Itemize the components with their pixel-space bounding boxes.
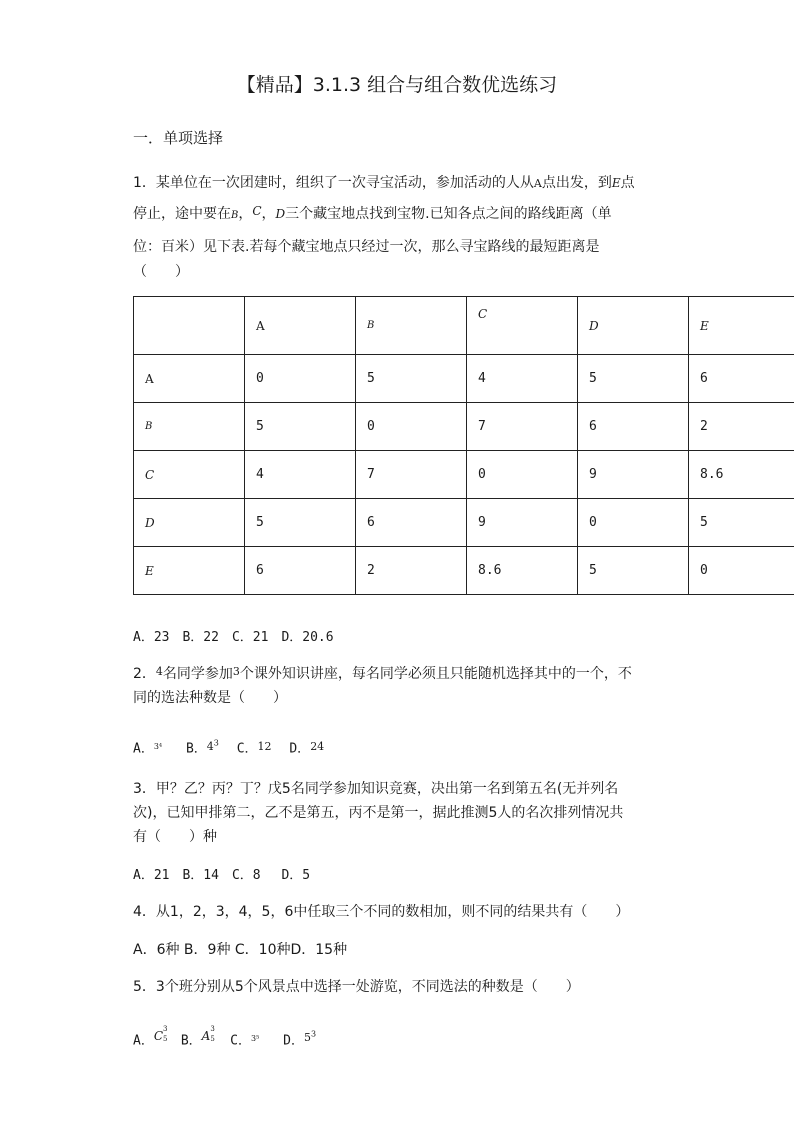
q2-value: 3 bbox=[232, 665, 240, 678]
table-header-row bbox=[134, 297, 794, 355]
table-cell: 0 bbox=[245, 355, 356, 403]
q3-options: A．21 B．14 C．8 D．5 bbox=[133, 868, 311, 883]
q4-line-1: 4．从1，2，3，4，5，6中任取三个不同的数相加，则不同的结果共有（ ） bbox=[133, 904, 630, 920]
option-value bbox=[201, 1025, 217, 1043]
q4-options: A．6种 B．9种 C．10种D．15种 bbox=[133, 942, 348, 958]
table-cell: 5 bbox=[245, 403, 356, 451]
table-cell: 0 bbox=[578, 499, 689, 547]
table-cell: 8.6 bbox=[467, 547, 578, 595]
table-cell: 6 bbox=[689, 355, 794, 403]
table-cell: 0 bbox=[689, 547, 794, 595]
point-b: B bbox=[231, 210, 239, 221]
q1-line-1 bbox=[133, 173, 635, 194]
option-value bbox=[207, 740, 219, 753]
table-cell: 4 bbox=[467, 355, 578, 403]
q5-line-1: 5．3个班分别从5个风景点中选择一处游览，不同选法的种数是（ ） bbox=[133, 979, 580, 995]
option-value: 12 bbox=[257, 739, 272, 753]
option-value: 24 bbox=[310, 739, 325, 753]
table-header-cell: E bbox=[689, 297, 794, 355]
row-label: A bbox=[134, 355, 245, 403]
option-label: D． bbox=[283, 1033, 304, 1049]
q1-text: 停止，途中要在 bbox=[133, 206, 231, 222]
section-heading: 一．单项选择 bbox=[133, 129, 224, 147]
q2-line-2: 同的选法种数是（ ） bbox=[133, 690, 287, 706]
option-base: 5 bbox=[303, 1030, 311, 1044]
table-header-cell: B bbox=[356, 297, 467, 355]
table-cell: 5 bbox=[578, 547, 689, 595]
q3-line-2: 次)，已知甲排第二，乙不是第五，丙不是第一，据此推测5人的名次排列情况共 bbox=[133, 805, 624, 821]
q1-text: 点 bbox=[620, 175, 635, 191]
table-cell: 9 bbox=[578, 451, 689, 499]
table-cell: 9 bbox=[467, 499, 578, 547]
distance-table bbox=[133, 296, 794, 595]
table-cell: 8.6 bbox=[689, 451, 794, 499]
table-cell: 7 bbox=[467, 403, 578, 451]
option-superscript: 3 bbox=[163, 1025, 168, 1033]
point-e: E bbox=[611, 176, 621, 190]
option-label: A． bbox=[133, 1033, 154, 1049]
table-row bbox=[134, 499, 794, 547]
option-value: 3⁵ bbox=[251, 1033, 260, 1043]
option-subscript: 5 bbox=[163, 1035, 168, 1043]
option-base: A bbox=[201, 1028, 211, 1043]
row-label: D bbox=[134, 499, 245, 547]
table-cell: 7 bbox=[356, 451, 467, 499]
separator: ， bbox=[238, 206, 253, 222]
q5-options bbox=[133, 1025, 317, 1053]
option-label: B． bbox=[180, 1033, 202, 1049]
table-cell: 2 bbox=[689, 403, 794, 451]
option-superscript: 3 bbox=[210, 1025, 215, 1033]
table-cell: 6 bbox=[356, 499, 467, 547]
separator: ， bbox=[261, 206, 276, 222]
table-cell bbox=[134, 297, 245, 355]
q2-line-1 bbox=[133, 664, 632, 685]
q1-line-3: 位：百米）见下表.若每个藏宝地点只经过一次，那么寻宝路线的最短距离是 bbox=[133, 239, 600, 255]
table-row bbox=[134, 451, 794, 499]
option-label: B． bbox=[185, 741, 207, 757]
point-d: D bbox=[275, 207, 286, 221]
table-cell: 6 bbox=[578, 403, 689, 451]
q1-text: 点出发，到 bbox=[541, 175, 612, 191]
q1-line-4: （ ） bbox=[133, 264, 189, 280]
point-a: A bbox=[533, 177, 542, 190]
table-row bbox=[134, 547, 794, 595]
table-cell: 5 bbox=[245, 499, 356, 547]
option-value: 3⁴ bbox=[153, 741, 163, 751]
table-cell: 0 bbox=[356, 403, 467, 451]
option-exponent: 3 bbox=[213, 738, 219, 747]
option-label: C． bbox=[230, 1033, 251, 1049]
row-label: C bbox=[134, 451, 245, 499]
q3-line-3: 有（ ）种 bbox=[133, 829, 217, 845]
table-header-cell: C bbox=[467, 297, 578, 355]
row-label: B bbox=[134, 403, 245, 451]
row-label: E bbox=[134, 547, 245, 595]
table-cell: 5 bbox=[578, 355, 689, 403]
option-label: D． bbox=[289, 741, 311, 757]
table-header-cell: D bbox=[578, 297, 689, 355]
table-header-cell: A bbox=[245, 297, 356, 355]
option-base: 4 bbox=[206, 739, 214, 753]
table-cell: 6 bbox=[245, 547, 356, 595]
table-row bbox=[134, 403, 794, 451]
option-exponent: 3 bbox=[310, 1029, 317, 1038]
q3-line-1: 3．甲？乙？丙？丁？戊5名同学参加知识竞赛，决出第一名到第五名(无并列名 bbox=[133, 781, 619, 797]
q2-value: 4 bbox=[155, 665, 163, 678]
table-cell: 0 bbox=[467, 451, 578, 499]
table-cell: 4 bbox=[245, 451, 356, 499]
option-value bbox=[304, 1031, 316, 1044]
option-subscript: 5 bbox=[210, 1035, 215, 1043]
table-row bbox=[134, 355, 794, 403]
point-c: C bbox=[252, 204, 262, 218]
q2-text: 名同学参加 bbox=[162, 666, 233, 682]
option-label: C． bbox=[236, 741, 258, 757]
option-value bbox=[153, 1025, 169, 1043]
q2-text: 个课外知识讲座，每名同学必须且只能随机选择其中的一个，不 bbox=[239, 666, 632, 682]
q1-text: 1．某单位在一次团建时，组织了一次寻宝活动，参加活动的人从 bbox=[133, 175, 534, 191]
table-cell: 5 bbox=[689, 499, 794, 547]
table-cell: 2 bbox=[356, 547, 467, 595]
option-label: A． bbox=[133, 741, 154, 757]
option-base: C bbox=[153, 1028, 164, 1043]
q1-line-2 bbox=[133, 204, 612, 226]
q1-text: 三个藏宝地点找到宝物.已知各点之间的路线距离（单 bbox=[285, 206, 612, 222]
table-cell: 5 bbox=[356, 355, 467, 403]
q1-options: A．23 B．22 C．21 D．20.6 bbox=[133, 630, 334, 645]
q2-number: 2． bbox=[133, 666, 156, 682]
q2-options bbox=[133, 736, 324, 761]
document-title: 【精品】3.1.3 组合与组合数优选练习 bbox=[236, 74, 558, 96]
